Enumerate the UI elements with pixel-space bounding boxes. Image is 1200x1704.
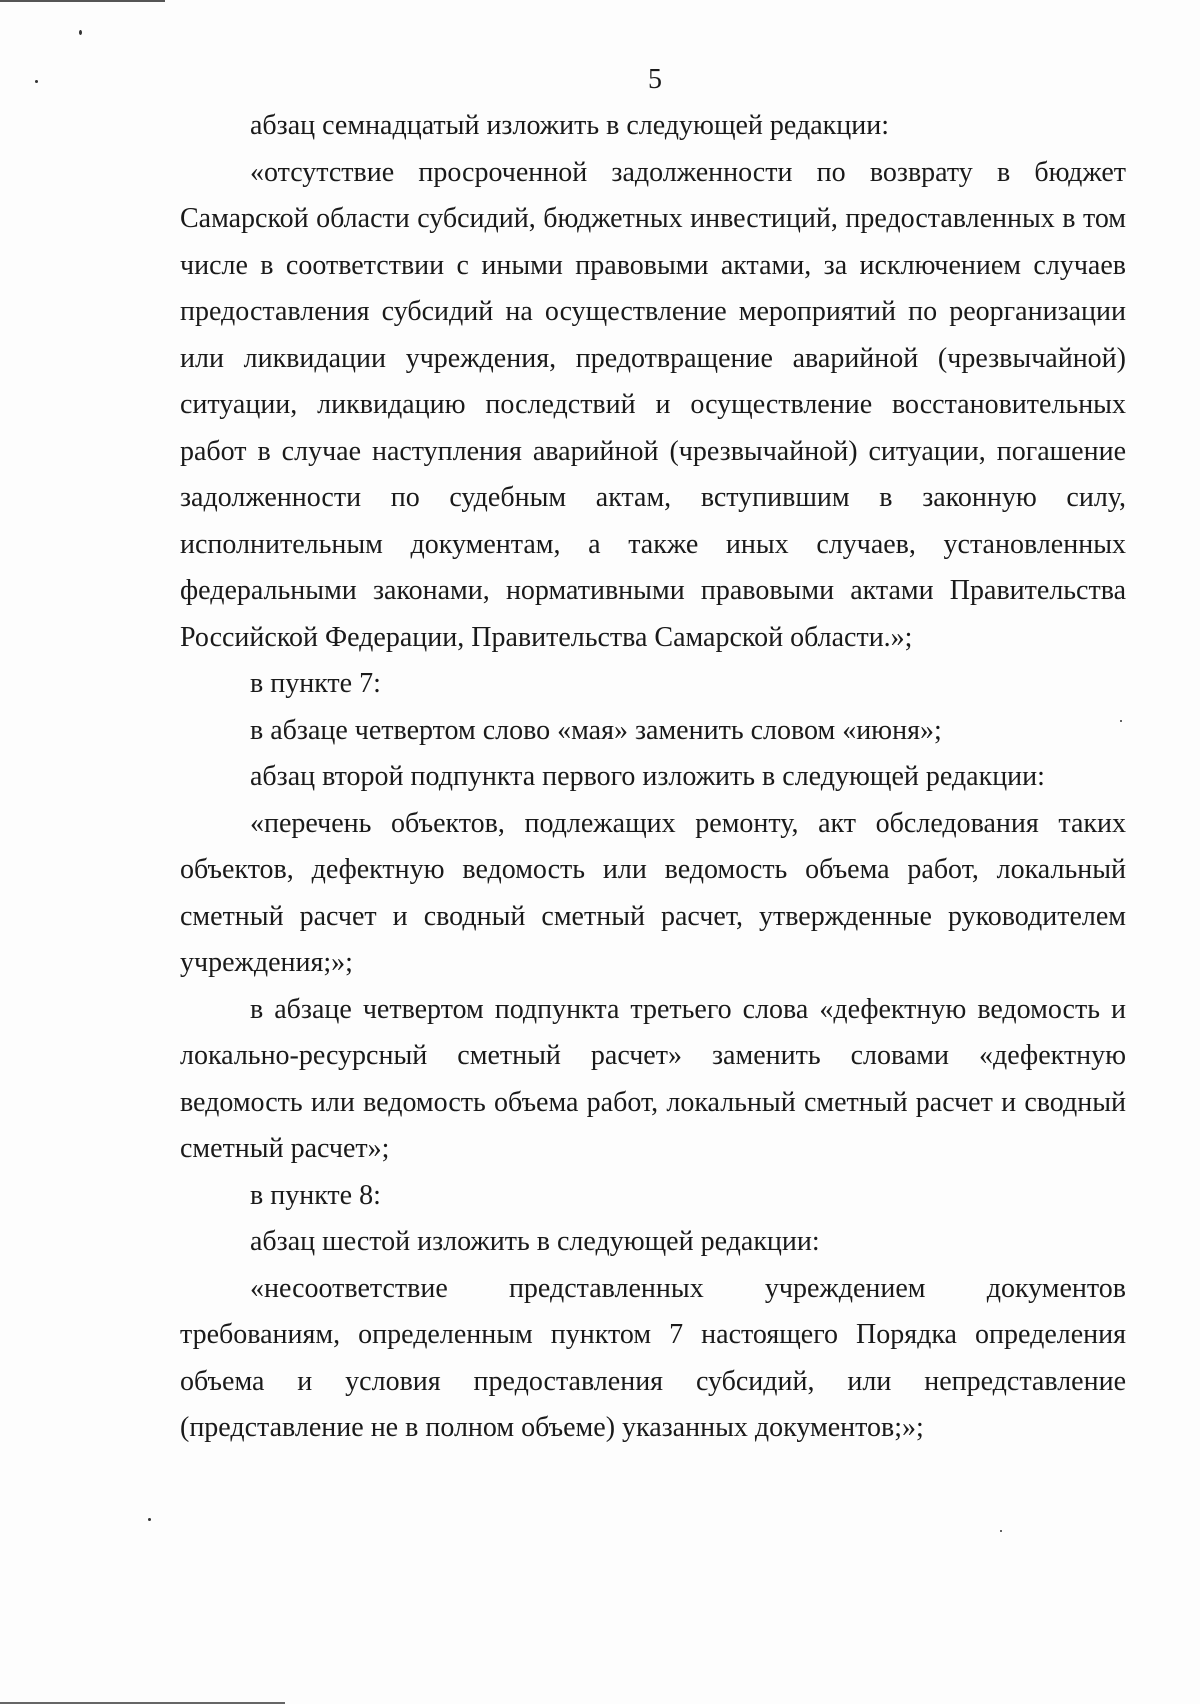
paragraph: «несоответствие представленных учреждением документов требованиям, определенным пунктом 7 настоящего Порядка определения объема и условия предоставления субсидий, или непредставление (представление не в полном объеме) указанных документов;»; (180, 1272, 1126, 1443)
paragraph: абзац шестой изложить в следующей редакции: (250, 1226, 820, 1257)
scan-speck (148, 1518, 151, 1521)
paragraph: абзац второй подпункта первого изложить в следующей редакции: (250, 761, 1045, 792)
paragraph: «перечень объектов, подлежащих ремонту, акт обследования таких объектов, дефектную ведомость или ведомость объема работ, локальный сметный расчет и сводный сметный расчет, утвержденные руководителем учреждения;»; (180, 807, 1126, 978)
paragraph: в абзаце четвертом подпункта третьего слова «дефектную ведомость и локально-ресурсный сметный расчет» заменить словами «дефектную ведомость или ведомость объема работ, локальный сметный расчет и сводный сметный расчет»; (180, 993, 1126, 1164)
paragraph: в абзаце четвертом слово «мая» заменить словом «июня»; (250, 714, 942, 746)
paragraph: в пункте 8: (250, 1179, 381, 1211)
paragraph: в пункте 7: (250, 668, 381, 699)
document-body (180, 103, 1126, 1452)
paragraph: абзац семнадцатый изложить в следующей редакции: (250, 110, 889, 141)
paragraph: «отсутствие просроченной задолженности по возврату в бюджет Самарской области субсидий, бюджетных инвестиций, предоставленных в том числе в соответствии с иными правовыми актами, за исключением случаев предоставления субсидий на осуществление мероприятий по реорганизации или ликвидации учреждения, предотвращение аварийной (чрезвычайной) ситуации, ликвидацию последствий и осуществление восстановительных работ в случае наступления аварийной (чрезвычайной) ситуации, погашение задолженности по судебным актам, вступившим в законную силу, исполнительным документам, а также иных случаев, установленных федеральными законами, нормативными правовыми актами Правительства Российской Федерации, Правительства Самарской области.»; (180, 156, 1126, 653)
scan-edge-line-top (0, 0, 165, 2)
page-number: 5 (648, 64, 662, 95)
scan-speck (79, 30, 82, 35)
scan-speck (1000, 1530, 1002, 1532)
